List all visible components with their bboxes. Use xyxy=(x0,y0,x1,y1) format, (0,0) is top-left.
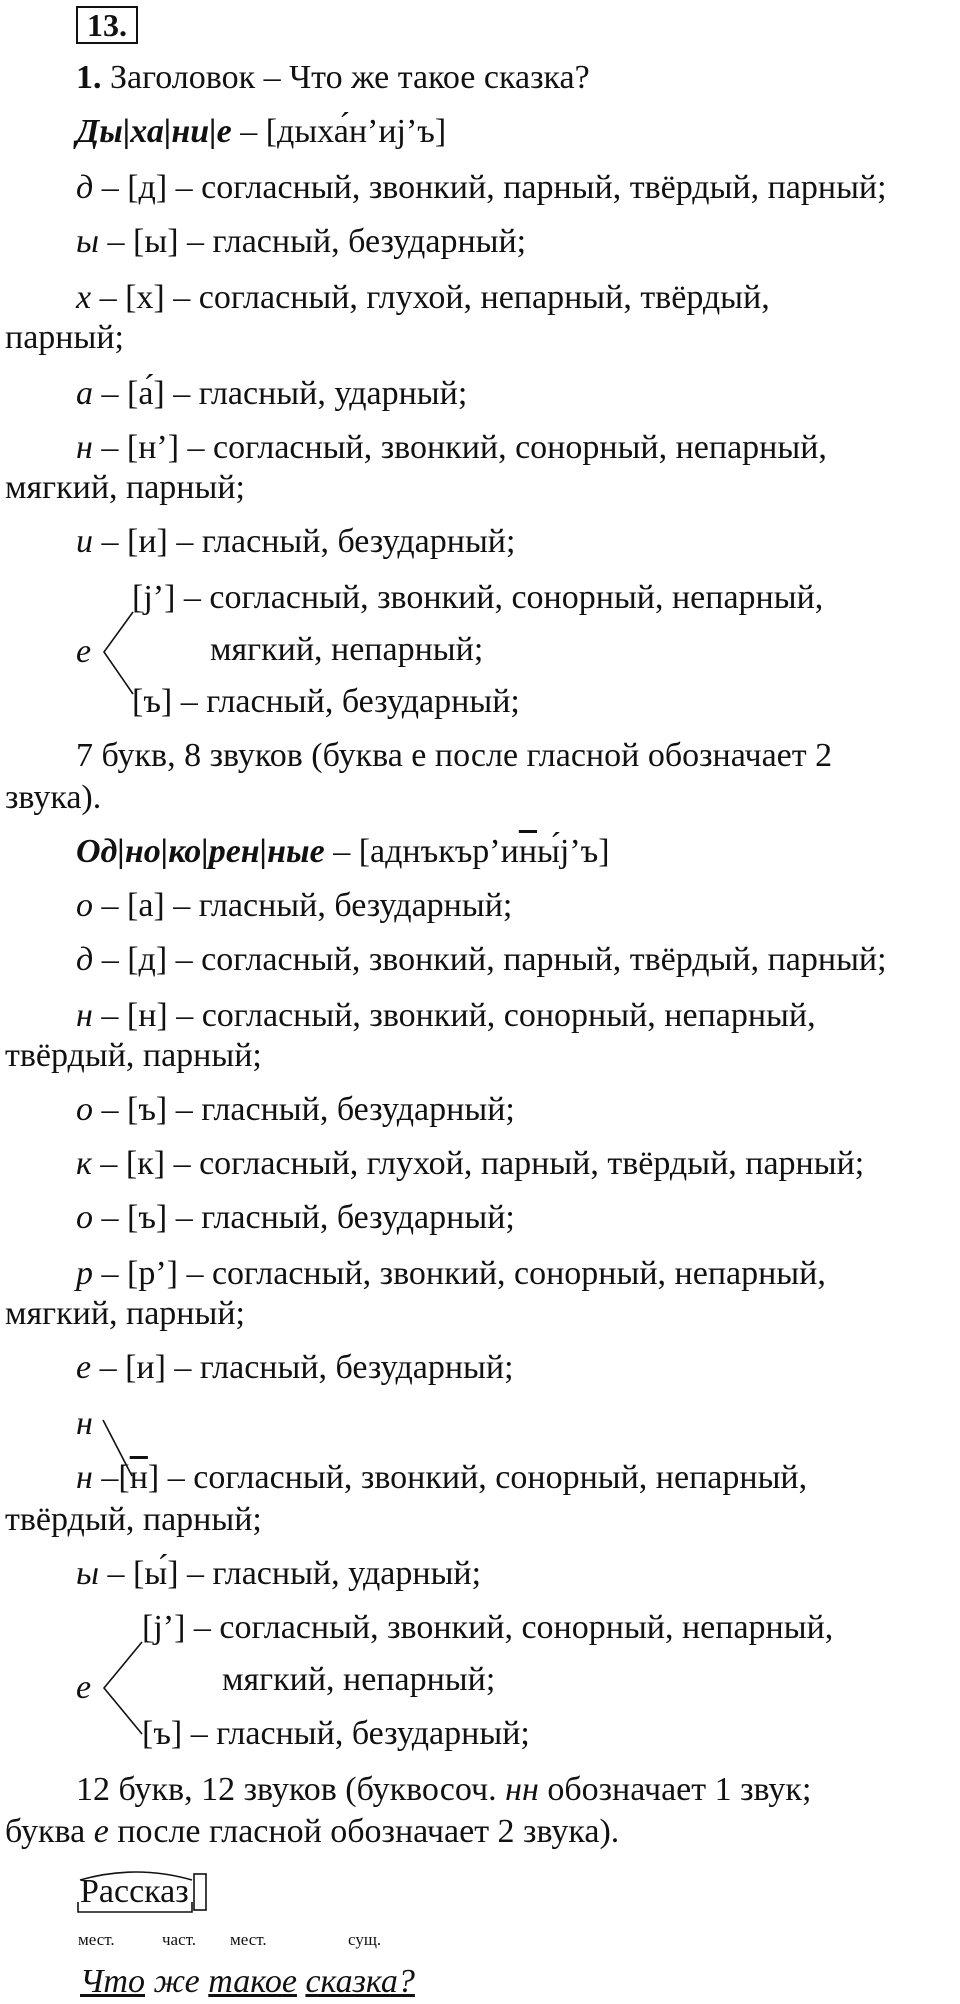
word2-e-branch1: [j’] – согласный, звонкий, сонорный, непарный, xyxy=(142,1609,834,1646)
sound-description: – [н] – согласный, звонкий, сонорный, непарный, xyxy=(92,997,816,1034)
sound-description: – [д] – согласный, звонкий, парный, твёрдый, парный; xyxy=(93,941,887,978)
word2-heading: Од|но|ко|рен|ные – [аднъкър’ины́j’ъ] xyxy=(76,833,610,870)
word1-syllables: Ды|ха|ни|е xyxy=(76,113,232,150)
sound-description: – [а́] – гласный, ударный; xyxy=(93,375,468,412)
word2-nn-line: н –[н] – согласный, звонкий, сонорный, непарный, xyxy=(76,1459,808,1496)
phonetic-line-continuation: парный; xyxy=(5,319,124,356)
word1-e-letter: е xyxy=(76,633,92,670)
word2-e-letter: е xyxy=(76,1669,92,1706)
sound-description: – [х] – согласный, глухой, непарный, твёрдый, xyxy=(91,279,770,316)
word2-syllables: Од|но|ко|рен|ные xyxy=(76,833,325,870)
parse-word: Рассказ xyxy=(80,1873,189,1910)
sound-description: – [ъ] – гласный, безударный; xyxy=(93,1091,515,1128)
word2-e-branch1b: мягкий, непарный; xyxy=(222,1661,496,1698)
sentence-word-2: же xyxy=(153,1963,200,2000)
phonetic-line xyxy=(76,428,827,468)
word1-e-branch2: [ъ] – гласный, безударный; xyxy=(132,683,520,720)
sound-description: – [и] – гласный, безударный; xyxy=(93,523,516,560)
word1-e-branch1b: мягкий, непарный; xyxy=(210,631,484,668)
sentence-word-3: такое xyxy=(208,1963,297,2000)
word2-e-branch2: [ъ] – гласный, безударный; xyxy=(142,1715,530,1752)
pos-label-4: сущ. xyxy=(348,1930,382,1949)
word2-nn-top-letter: н xyxy=(76,1405,93,1442)
phonetic-line xyxy=(76,886,512,926)
letter: д xyxy=(76,169,94,206)
word2-e-brace xyxy=(100,1640,146,1740)
phonetic-line xyxy=(76,222,526,262)
phonetic-line-continuation: мягкий, парный; xyxy=(5,469,245,506)
letter: ы xyxy=(76,223,100,260)
letter: е xyxy=(76,1349,92,1386)
phonetic-line xyxy=(76,278,770,318)
pos-label-3: мест. xyxy=(230,1930,267,1949)
word1-summary-line1: 7 букв, 8 звуков (буква е после гласной обозначает 2 xyxy=(76,737,833,774)
letter: р xyxy=(76,1255,93,1292)
pos-label-1: мест. xyxy=(78,1930,115,1949)
sound-description: – [н’] – согласный, звонкий, сонорный, непарный, xyxy=(92,429,827,466)
section-1-heading: 1. Заголовок – Что же такое сказка? xyxy=(76,59,590,96)
phonetic-line xyxy=(76,1348,514,1388)
phonetic-line xyxy=(76,1198,515,1238)
word1-e-branch1: [j’] – согласный, звонкий, сонорный, непарный, xyxy=(132,579,824,616)
sound-description: – [р’] – согласный, звонкий, сонорный, непарный, xyxy=(93,1255,826,1292)
letter: н xyxy=(76,997,93,1034)
sound-description: – [ъ] – гласный, безударный; xyxy=(93,1199,515,1236)
letter: о xyxy=(76,1199,93,1236)
word1-summary-line2: звука). xyxy=(5,779,102,816)
word2-summary-line1: 12 букв, 12 звуков (буквосоч. нн обозначает 1 звук; xyxy=(76,1771,812,1808)
phonetic-line-continuation: мягкий, парный; xyxy=(5,1295,245,1332)
letter: а xyxy=(76,375,93,412)
letter: н xyxy=(76,429,93,466)
letter: и xyxy=(76,523,93,560)
pos-label-2: част. xyxy=(162,1930,197,1949)
phonetic-line xyxy=(76,940,887,980)
parse-morpheme-marks xyxy=(76,1868,216,1918)
phonetic-line-continuation: твёрдый, парный; xyxy=(5,1037,262,1074)
phonetic-line xyxy=(76,168,887,208)
phonetic-line xyxy=(76,1144,864,1184)
letter: о xyxy=(76,1091,93,1128)
word2-nn-line-cont: твёрдый, парный; xyxy=(5,1501,262,1538)
word1-heading: Ды|ха|ни|е – [дыха́н’иj’ъ] xyxy=(76,113,447,150)
parse-sentence xyxy=(80,1962,415,2002)
phonetic-line xyxy=(76,1090,515,1130)
letter: о xyxy=(76,887,93,924)
sentence-word-4: сказка? xyxy=(305,1963,415,2000)
sentence-word-1: Что xyxy=(80,1963,145,2000)
phonetic-line xyxy=(76,996,816,1036)
sound-description: – [ы] – гласный, безударный; xyxy=(99,223,527,260)
phonetic-line xyxy=(76,374,467,414)
word2-y-line: ы – [ы́] – гласный, ударный; xyxy=(76,1555,482,1592)
sound-description: – [и] – гласный, безударный; xyxy=(91,1349,514,1386)
word2-summary-line2: буква е после гласной обозначает 2 звука). xyxy=(5,1813,620,1850)
sound-description: – [а] – гласный, безударный; xyxy=(93,887,513,924)
phonetic-line xyxy=(76,1254,826,1294)
letter: х xyxy=(76,279,92,316)
task-number: 13. xyxy=(76,6,138,44)
phonetic-line xyxy=(76,522,515,562)
sound-description: – [д] – согласный, звонкий, парный, твёрдый, парный; xyxy=(93,169,887,206)
letter: д xyxy=(76,941,94,978)
letter: к xyxy=(76,1145,92,1182)
sound-description: – [к] – согласный, глухой, парный, твёрдый, парный; xyxy=(91,1145,865,1182)
